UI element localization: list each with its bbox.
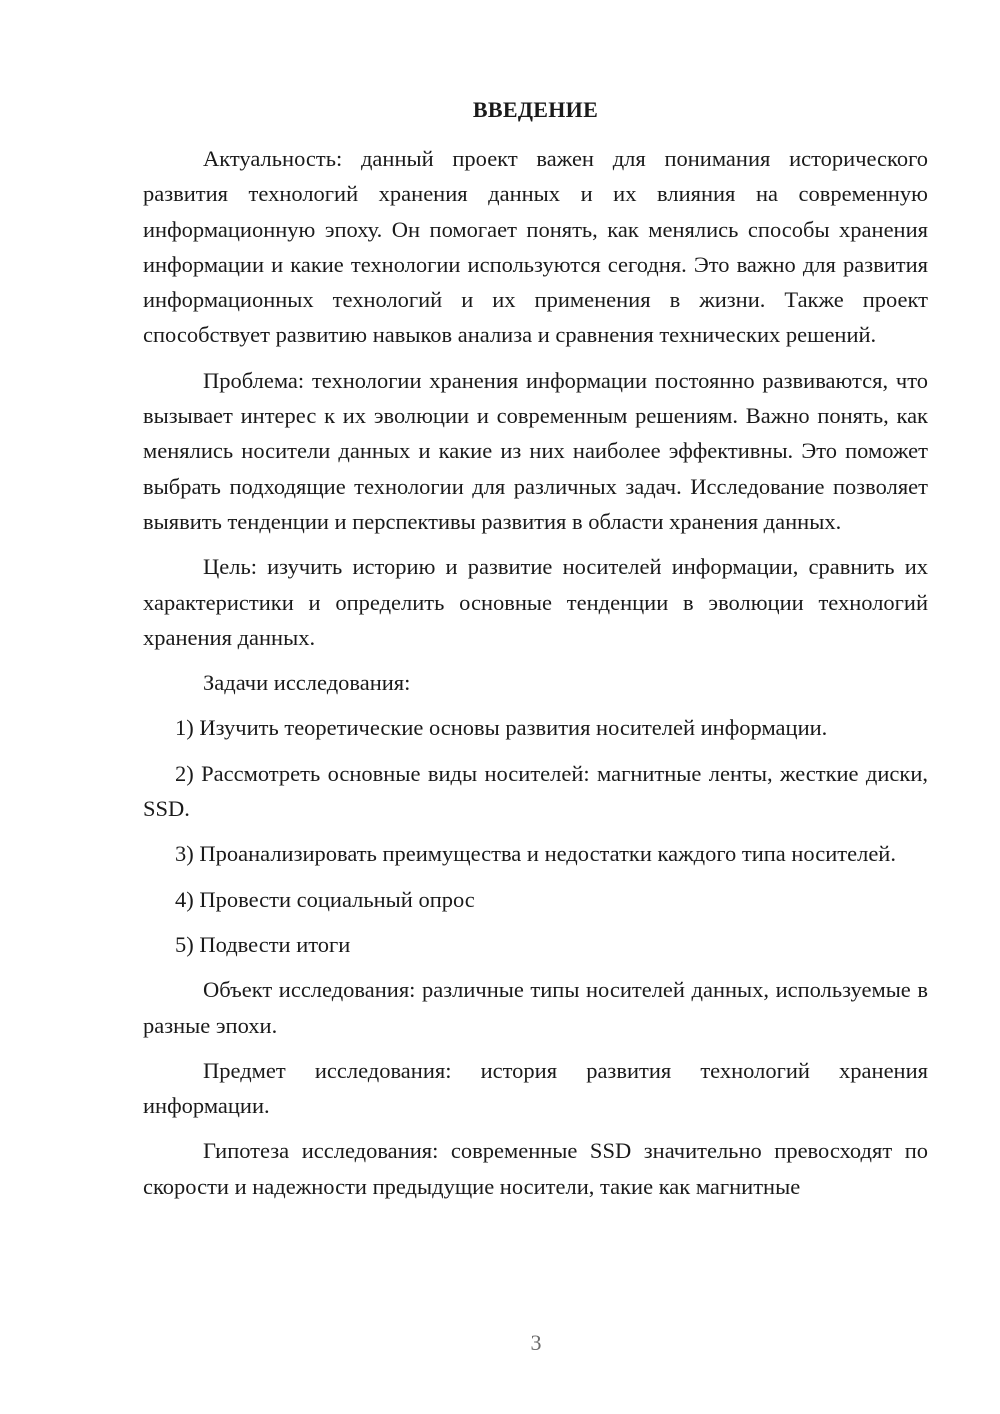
task-item: 1) Изучить теоретические основы развития носителей информации. <box>175 715 828 741</box>
page-number: 3 <box>530 1330 542 1355</box>
subject-paragraph: Предмет исследования: история развития технологий хранения информации. <box>143 1057 928 1119</box>
task-item: 2) Рассмотреть основные виды носителей: магнитные ленты, жесткие диски, SSD. <box>143 760 928 822</box>
hypothesis-paragraph: Гипотеза исследования: современные SSD значительно превосходят по скорости и надежности предыдущие носители, такие как магнитные <box>143 1138 928 1199</box>
object-paragraph: Объект исследования: различные типы носителей данных, используемые в разные эпохи. <box>143 977 928 1038</box>
problem-paragraph: Проблема: технологии хранения информации постоянно развиваются, что вызывает интерес к их эволюции и современным решениям. Важно понять, как менялись носители данных и какие из них наиболее эффективны. Это поможет выбрать подходящие технологии для различных задач. Исследование позволяет выявить тенденции и перспективы развития в области хранения данных. <box>143 367 928 534</box>
tasks-heading: Задачи исследования: <box>203 670 411 696</box>
goal-paragraph: Цель: изучить историю и развитие носителей информации, сравнить их характеристики и определить основные тенденции в эволюции технологий хранения данных. <box>143 554 928 650</box>
section-title: ВВЕДЕНИЕ <box>472 97 599 122</box>
relevance-paragraph: Актуальность: данный проект важен для понимания исторического развития технологий хранения данных и их влияния на современную информационную эпоху. Он помогает понять, как менялись способы хранения информации и какие технологии используются сегодня. Это важно для развития информационных технологий и их применения в жизни. Также проект способствует развитию навыков анализа и сравнения технических решений. <box>143 146 928 348</box>
document-page <box>143 95 928 1214</box>
task-item: 3) Проанализировать преимущества и недостатки каждого типа носителей. <box>175 841 896 867</box>
task-item: 5) Подвести итоги <box>175 931 351 957</box>
task-item: 4) Провести социальный опрос <box>175 886 475 912</box>
